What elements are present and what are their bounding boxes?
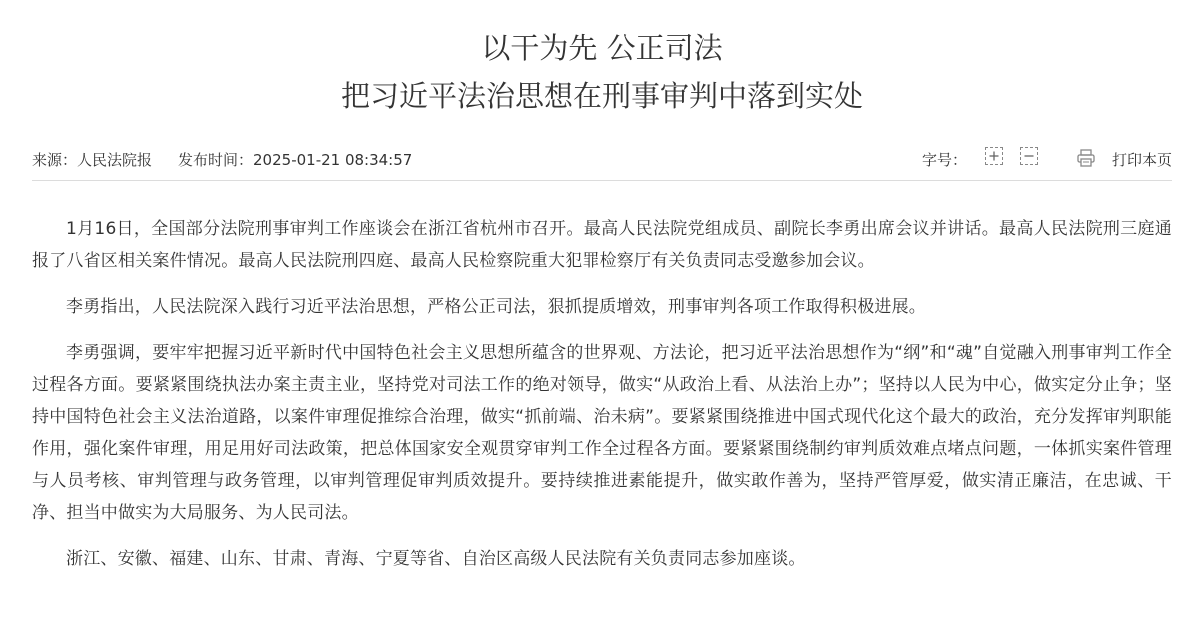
article-paragraph: 李勇指出，人民法院深入践行习近平法治思想，严格公正司法，狠抓提质增效，刑事审判各项工作取得积极进展。 <box>66 297 926 317</box>
font-increase-button[interactable] <box>985 147 1003 165</box>
article-tools <box>872 147 1172 169</box>
article-source: 来源：人民法院报 <box>32 151 153 169</box>
article-paragraph: 1月16日，全国部分法院刑事审判工作座谈会在浙江省杭州市召开。最高人民法院党组成员、副院长李勇出席会议并讲话。最高人民法院刑三庭通报了八省区相关案件情况。最高人民法院刑四庭、最高人民检察院重大犯罪检察厅有关负责同志受邀参加会议。 <box>32 219 1172 271</box>
font-size-label: 字号： <box>921 151 967 169</box>
font-decrease-button[interactable] <box>1020 147 1038 165</box>
article-meta-bar <box>32 143 1172 173</box>
print-button[interactable] <box>1076 148 1096 168</box>
article-title-line-2: 把习近平法治思想在刑事审判中落到实处 <box>340 79 863 113</box>
minus-icon <box>1024 151 1034 161</box>
article-title-line-1: 以干为先 公正司法 <box>481 31 723 65</box>
printer-icon <box>1076 148 1096 168</box>
article-meta-info <box>32 149 412 170</box>
article-paragraph: 浙江、安徽、福建、山东、甘肃、青海、宁夏等省、自治区高级人民法院有关负责同志参加座谈。 <box>66 549 806 569</box>
print-link[interactable]: 打印本页 <box>1111 151 1172 169</box>
meta-divider <box>32 180 1172 181</box>
plus-icon <box>989 151 999 161</box>
article-publish-time: 发布时间：2025-01-21 08:34:57 <box>178 151 413 169</box>
article-paragraph: 李勇强调，要牢牢把握习近平新时代中国特色社会主义思想所蕴含的世界观、方法论，把习近平法治思想作为“纲”和“魂”自觉融入刑事审判工作全过程各方面。要紧紧围绕执法办案主责主业，坚持党对司法工作的绝对领导，做实“从政治上看、从法治上办”；坚持以人民为中心，做实定分止争；坚持中国特色社会主义法治道路，以案件审理促推综合治理，做实“抓前端、治未病”。要紧紧围绕推进中国式现代化这个最大的政治，充分发挥审判职能作用，强化案件审理，用足用好司法政策，把总体国家安全观贯穿审判工作全过程各方面。要紧紧围绕制约审判质效难点堵点问题，一体抓实案件管理与人员考核、审判管理与政务管理，以审判管理促审判质效提升。要持续推进素能提升，做实敢作善为，坚持严管厚爱，做实清正廉洁，在忠诚、干净、担当中做实为大局服务、为人民司法。 <box>32 343 1172 523</box>
article-body <box>32 213 1172 589</box>
